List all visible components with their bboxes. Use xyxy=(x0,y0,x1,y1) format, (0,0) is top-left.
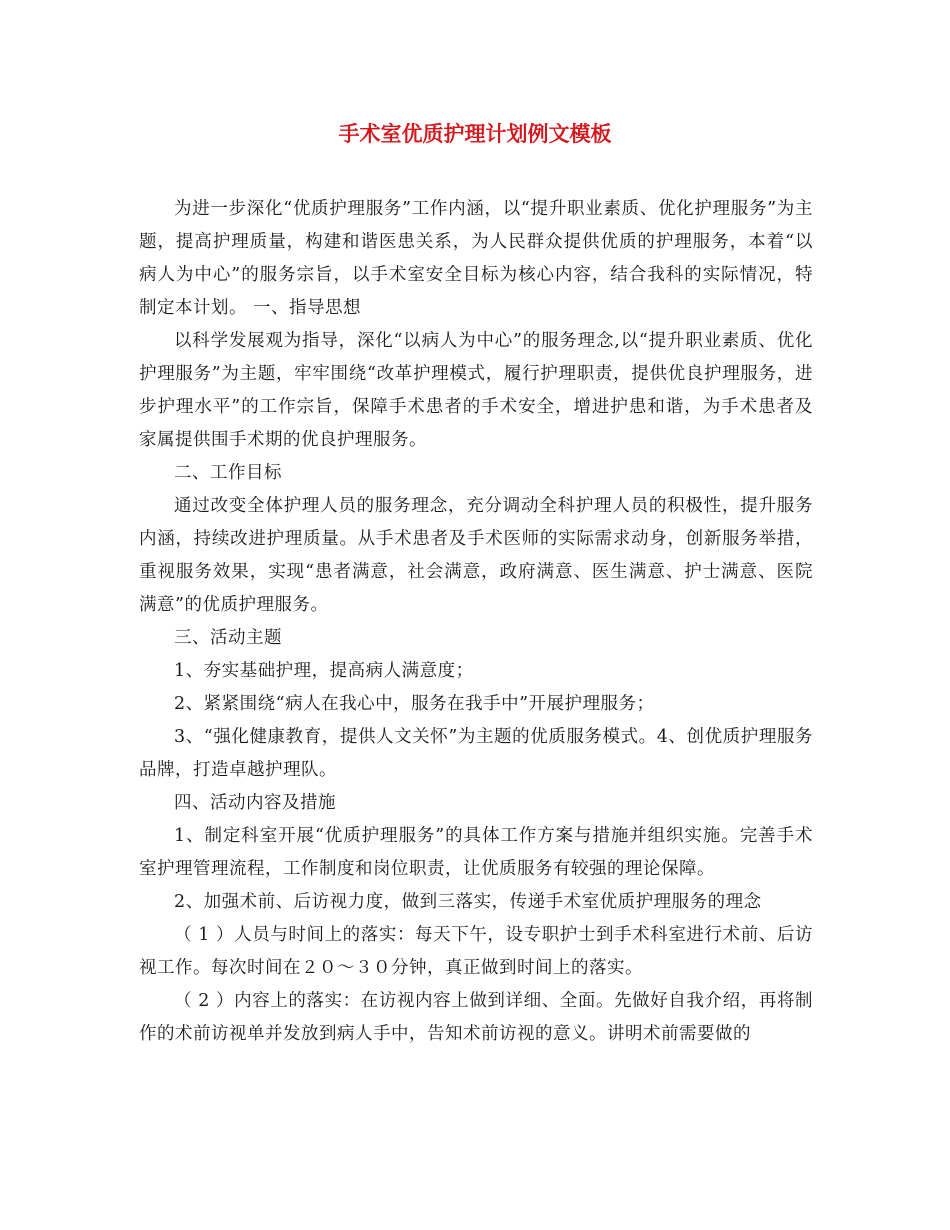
list-item-content-1: 1、制定科室开展“优质护理服务”的具体工作方案与措施并组织实施。完善手术室护理管理流程，工作制度和岗位职责，让优质服务有较强的理论保障。 xyxy=(139,826,813,879)
paragraph-work-goals: 通过改变全体护理人员的服务理念，充分调动全科护理人员的积极性，提升服务内涵，持续改进护理质量。从手术患者及手术医师的实际需求动身，创新服务举措，重视服务效果，实现“患者满意，社会满意，政府满意、医生满意、护士满意、医院满意”的优质护理服务。 xyxy=(139,496,813,615)
paragraph-guiding-thought: 以科学发展观为指导，深化“以病人为中心”的服务理念,以“提升职业素质、优化护理服务”为主题，牢牢围绕“改革护理模式，履行护理职责，提供优良护理服务，进步护理水平”的工作宗旨，保障手术患者的手术安全，增进护患和谐，为手术患者及家属提供围手术期的优良护理服务。 xyxy=(139,331,813,450)
list-item-theme-1: 1、夯实基础护理，提高病人满意度； xyxy=(174,661,474,681)
heading-activity-content: 四、活动内容及措施 xyxy=(174,793,336,813)
sub-item-personnel-time: （ 1 ）人员与时间上的落实：每天下午，设专职护士到手术科室进行术前、后访视工作。每次时间在２０～３０分钟，真正做到时间上的落实。 xyxy=(139,925,813,978)
list-item-theme-2: 2、紧紧围绕“病人在我心中，服务在我手中”开展护理服务； xyxy=(174,694,655,714)
heading-activity-theme: 三、活动主题 xyxy=(174,628,282,648)
document-body xyxy=(139,193,813,1051)
list-item-content-2: 2、加强术前、后访视力度，做到三落实，传递手术室优质护理服务的理念 xyxy=(174,892,762,912)
sub-item-content: （ 2 ）内容上的落实：在访视内容上做到详细、全面。先做好自我介绍，再将制作的术前访视单并发放到病人手中，告知术前访视的意义。讲明术前需要做的 xyxy=(139,991,813,1044)
list-item-theme-3: 3、“强化健康教育，提供人文关怀”为主题的优质服务模式。4、创优质护理服务品牌，打造卓越护理队。 xyxy=(139,727,813,780)
document-title: 手术室优质护理计划例文模板 xyxy=(338,122,612,146)
paragraph-intro: 为进一步深化“优质护理服务”工作内涵，以“提升职业素质、优化护理服务”为主题，提高护理质量，构建和谐医患关系，为人民群众提供优质的护理服务，本着“以病人为中心”的服务宗旨，以手术室安全目标为核心内容，结合我科的实际情况，特制定本计划。 一、指导思想 xyxy=(139,199,813,318)
heading-work-goals: 二、工作目标 xyxy=(174,463,282,483)
